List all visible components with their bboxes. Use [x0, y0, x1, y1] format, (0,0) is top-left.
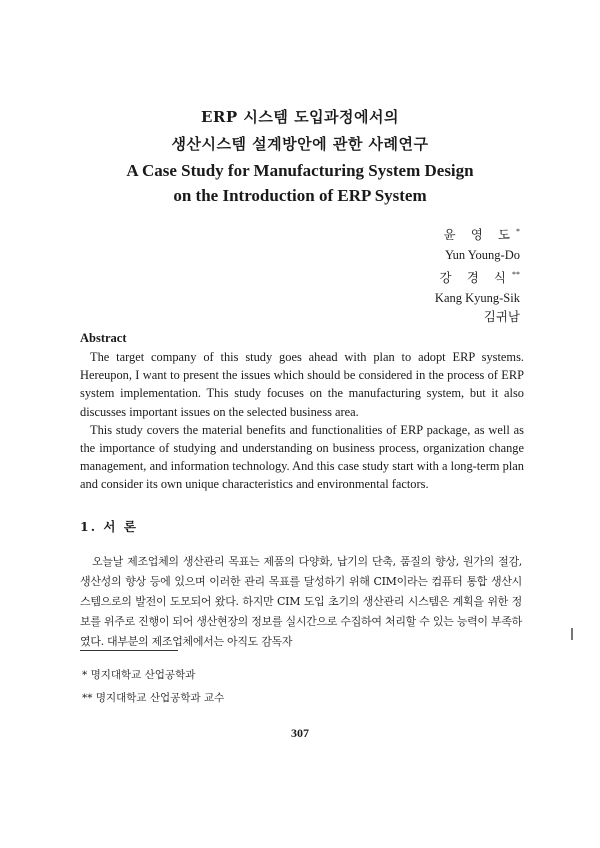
margin-mark: [571, 628, 573, 640]
footnote-divider: [80, 650, 178, 651]
author1-korean-name: 윤 영 도: [443, 228, 516, 243]
author-block: [435, 222, 520, 327]
korean-title-line2: 생산시스템 설계방안에 관한 사례연구: [171, 135, 429, 153]
abstract-paragraph-1: The target company of this study goes ahead with plan to adopt ERP systems. Hereupon, I want to present the issues which should be considered in the process of ERP system implementation. This study focuses on the manufacturing system, but it also discusses important issues on the selected business area.: [80, 350, 524, 419]
introduction-paragraph: 오늘날 제조업체의 생산관리 목표는 제품의 다양화, 납기의 단축, 품질의 향상, 원가의 절감, 생산성의 향상 등에 있으며 이러한 관리 목표를 달성하기 위해 CIM이라는 컴퓨터 통합 생산시스템으로의 발전이 도모되어 왔다. 하지만 CIM 도입 초기의 생산관리 시스템은 계획을 위한 정보를 위주로 진행이 되어 생산현장의 정보를 실시간으로 수집하여 처리할 수 있는 능력이 부족하였다. 대부분의 제조업체에서는 아직도 감독자: [80, 555, 522, 648]
english-title-line2: on the Introduction of ERP System: [173, 186, 427, 205]
author1-english: Yun Young-Do: [444, 247, 520, 262]
author1-footnote-mark: *: [516, 227, 520, 236]
author2-korean: [435, 265, 520, 289]
title-block: [0, 104, 600, 208]
abstract-section: [80, 330, 524, 494]
section-heading-introduction: 1. 서 론: [80, 519, 138, 534]
abstract-paragraph-2: This study covers the material benefits and functionalities of ERP package, as well as the importance of studying and understanding on business process, organization change management, and information technology. And this case study start with a long-term plan and consider its own unique characteristics and environmental factors.: [80, 422, 524, 492]
footnotes: [82, 664, 224, 710]
author3-korean: 김귀남: [483, 309, 520, 324]
author2-footnote-mark: **: [512, 269, 520, 279]
korean-title-line1: ERP 시스템 도입과정에서의: [200, 108, 400, 126]
english-title-line1: A Case Study for Manufacturing System Design: [126, 161, 474, 180]
footnote-2: ** 명지대학교 산업공학과 교수: [82, 692, 225, 704]
introduction-body: [80, 552, 522, 652]
author2-korean-name: 강 경 식: [439, 271, 512, 286]
author1-korean: [435, 222, 520, 246]
page-number: 307: [291, 726, 309, 740]
abstract-heading: Abstract: [80, 331, 127, 345]
author2-english: Kang Kyung-Sik: [434, 290, 520, 305]
footnote-1: * 명지대학교 산업공학과: [82, 669, 196, 681]
